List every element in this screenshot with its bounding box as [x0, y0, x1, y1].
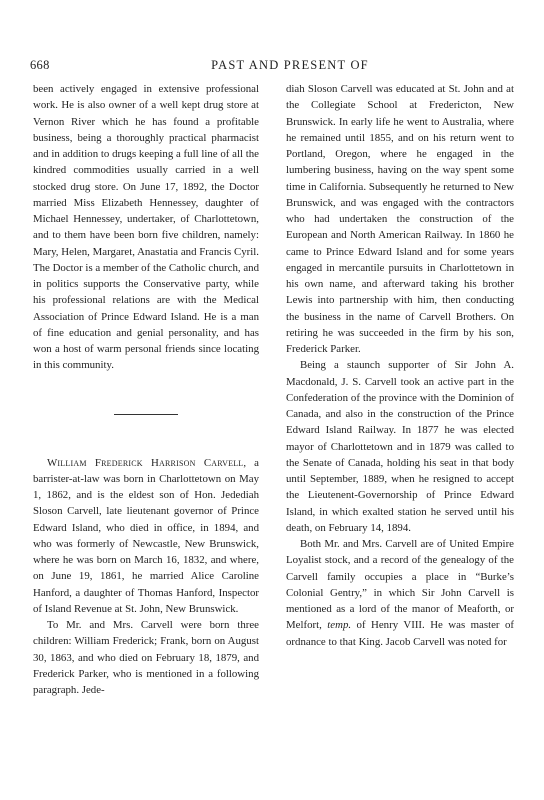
biography-subject-name: William Frederick Harrison Carvell: [47, 456, 244, 469]
paragraph-jedediah-career: diah Sloson Carvell was educated at St. John and at the Collegiate School at Fredericton, New Brunswick. In early life he went to Australia, where he remained until 1855, and on his return went to Portland, Oregon, where he engaged in the lumbering business, having on the way spent some time in California. Subsequently he returned to New Brunswick, and was engaged with the contractors who had undertaken the construction of the European and North American Railway. In 1860 he came to Prince Edward Island and for some years engaged in mercantile pursuits in Charlottetown in his own name, and afterward taking his brother Lewis into partnership with him, then conducting the business in the name of Carvell Brothers. On retiring he was succeeded in the firm by his son, Frederick Parker.: [286, 83, 514, 355]
running-head: PAST AND PRESENT OF: [211, 58, 369, 72]
paragraph-carvell-children: To Mr. and Mrs. Carvell were born three children: William Frederick; Frank, born on August 30, 1863, and who died on February 18, 1879, and Frederick Parker, who is mentioned in a following paragraph. Jede-: [33, 619, 259, 696]
page-number: 668: [30, 58, 50, 72]
right-column: [286, 81, 514, 650]
page-header: [30, 58, 514, 76]
section-divider: [114, 414, 178, 415]
paragraph-genealogy: [286, 536, 514, 650]
left-column: [33, 81, 259, 698]
paragraph-doctor-continued: been actively engaged in extensive professional work. He is also owner of a well kept drug store at Vernon River which he has found a profitable business, being a thoroughly practical pharmacist and in addition to drugs keeping a full line of all the kindred commodities usually carried in a well stocked drug store. On June 17, 1892, the Doctor married Miss Elizabeth Hennessey, daughter of Michael Hennessey, undertaker, of Charlottetown, and to them have been born five children, namely: Mary, Helen, Margaret, Anastatia and Francis Cyril. The Doctor is a member of the Catholic church, and in politics supports the Conservative party, while his professional relations are with the Medical Association of Prince Edward Island. He is a man of fine education and genial personality, and has won a host of warm personal friends since locating in this community.: [33, 83, 259, 372]
genealogy-text-end: of Henry VIII. He was master of ordnance to that King. Jacob Carvell was noted for: [286, 619, 515, 648]
biography-intro-text: , a barrister-at-law was born in Charlottetown on May 1, 1862, and is the eldest son of Hon. Jedediah Sloson Carvell, late lieutenant governor of Prince Edward Island, who died in office, in 1894, and who was formerly of Newcastle, New Brunswick, where he was born on March 16, 1832, and where, on June 19, 1861, he married Alice Caroline Hanford, a daughter of Thomas Hanford, Inspector of Island Revenue at St. John, New Brunswick.: [33, 456, 259, 615]
paragraph-carvell-bio: [33, 455, 259, 618]
genealogy-text-start: Both Mr. and Mrs. Carvell are of United Empire Loyalist stock, and a record of the genealogy of the Carvell family occupies a place in “Burke’s Colonial Gentry,” in which Sir John Carvell is mentioned as a lord of the manor of Meaforth, or Melfort,: [286, 538, 514, 632]
paragraph-political-career: Being a staunch supporter of Sir John A. Macdonald, J. S. Carvell took an active part in the Confederation of the province with the Dominion of Canada, and also in the construction of the Prince Edward Island Railway. In 1877 he was elected mayor of Charlottetown and in 1879 was called to the Senate of Canada, holding his seat in that body until September, 1889, when he resigned to accept the Lieutenent-Governorship of Prince Edward Island, in which exalted station he served until his death, on February 14, 1894.: [286, 359, 514, 534]
genealogy-italic-term: temp.: [327, 619, 352, 632]
